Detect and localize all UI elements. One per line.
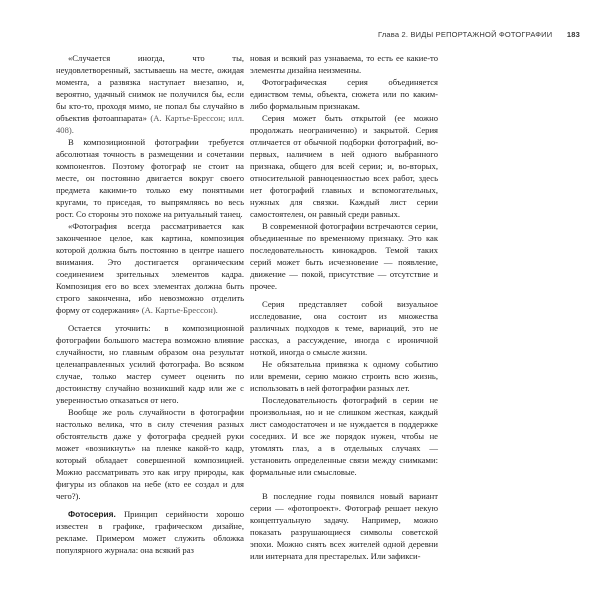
paragraph (56, 508, 244, 556)
paragraph: Фотографическая серия объединяется единством темы, объекта, сюжета или по каким-либо формальным признакам. (250, 77, 438, 111)
paragraph-text: Принцип серийности хорошо известен в графике, графическом дизайне, рекламе. Примером может служить обложка популярного журнала: она всякий раз (56, 509, 244, 555)
paragraph: В композиционной фотографии требуется абсолютная точность в размещении и сочетании компонентов. Поэтому фотограф не стоит на месте, он постоянно двигается вокруг своего предмета какими-то только ему понятными кругами, то приседая, то выпрямляясь во весь рост. Со стороны это похоже на ритуальный танец. (56, 137, 244, 219)
quote-text: «Фотография всегда рассматривается как законченное целое, как картина, композиция которой должна быть постоянно в центре нашего внимания. Это достигается органическим соединением зрительных элементов кадра. Композиция его во всех элементах должна быть строго законченна, ибо невозможно отделить форму от содержания» (56, 221, 244, 315)
paragraph: Последовательность фотографий в серии не произвольная, но и не слишком жесткая, каждый лист самодостаточен и не нуждается в поддержке соседних. И все же порядок нужен, чтобы не утомлять глаз, а в отдельных случаях — установить определенные связи между снимками: формальные или смысловые. (250, 395, 438, 477)
right-column (250, 52, 438, 562)
chapter-title: Глава 2. ВИДЫ РЕПОРТАЖНОЙ ФОТОГРАФИИ (378, 30, 553, 39)
section-term: Фотосерия. (68, 509, 116, 519)
quote-source: (А. Картье-Брессон; илл. 408). (56, 113, 245, 135)
paragraph: Остается уточнить: в композиционной фотографии большого мастера возможно влияние случайности, но главным образом она результат целенаправленных усилий фотографа. Во всяком случае, только мастер сумеет оценить по достоинству случайно возникший кадр или же с уверенностью отказаться от него. (56, 323, 244, 405)
page-number: 183 (566, 30, 580, 39)
paragraph (56, 220, 244, 316)
quote-source: (А. Картье-Брессон). (141, 305, 218, 315)
paragraph: В последние годы появился новый вариант серии — «фотопроект». Фотограф решает некую концептуальную задачу. Например, можно показать разрушающиеся символы советской эпохи. Можно снять всех жителей одной деревни или интерната для престарелых. Или зафикси- (250, 491, 438, 561)
paragraph: Серия представляет собой визуальное исследование, она состоит из множества различных подходов к теме, вариаций, это не рассказ, а рассуждение, иногда с ироничной ноткой, иногда о смысле жизни. (250, 299, 438, 357)
paragraph: новая и всякий раз узнаваема, то есть ее какие-то элементы дизайна неизменны. (250, 53, 438, 75)
quote-text: «Случается иногда, что ты, неудовлетворенный, застываешь на месте, ожидая момента, а развязка наступает внезапно, и, вероятно, удачный снимок не получился бы, если бы кто-то, проходя мимо, не попал бы случайно в объектив фотоаппарата» (56, 53, 244, 123)
paragraph (56, 52, 244, 136)
running-header (378, 30, 580, 44)
paragraph: В современной фотографии встречаются серии, объединенные по временному признаку. Это как последовательность кинокадров. Темой таких серий может быть исчезновение — появление, движение — покой, присутствие — отсутствие и прочее. (250, 221, 438, 291)
paragraph: Не обязательна привязка к одному событию или времени, серию можно строить всю жизнь, использовать в ней фотографии разных лет. (250, 359, 438, 393)
paragraph: Вообще же роль случайности в фотографии настолько велика, что в силу стечения разных обстоятельств даже у фотографа средней руки может «возникнуть» на пленке какой-то кадр, который обладает совершенной композицией. Можно рассматривать это как игру природы, как фигуры из облаков на небе (кто ее создал и для чего?). (56, 407, 244, 501)
left-column (56, 52, 244, 556)
paragraph: Серия может быть открытой (ее можно продолжать неограниченно) и закрытой. Серия отличается от обычной подборки фотографий, во-первых, наличием в ней одного выбранного признака, общего для всей серии; и, во-вторых, относительной равноценностью всех работ, здесь нет фотографий главных и вспомогательных, нужных для связки. Каждый лист серии самостоятелен, он равный среди равных. (250, 113, 438, 219)
